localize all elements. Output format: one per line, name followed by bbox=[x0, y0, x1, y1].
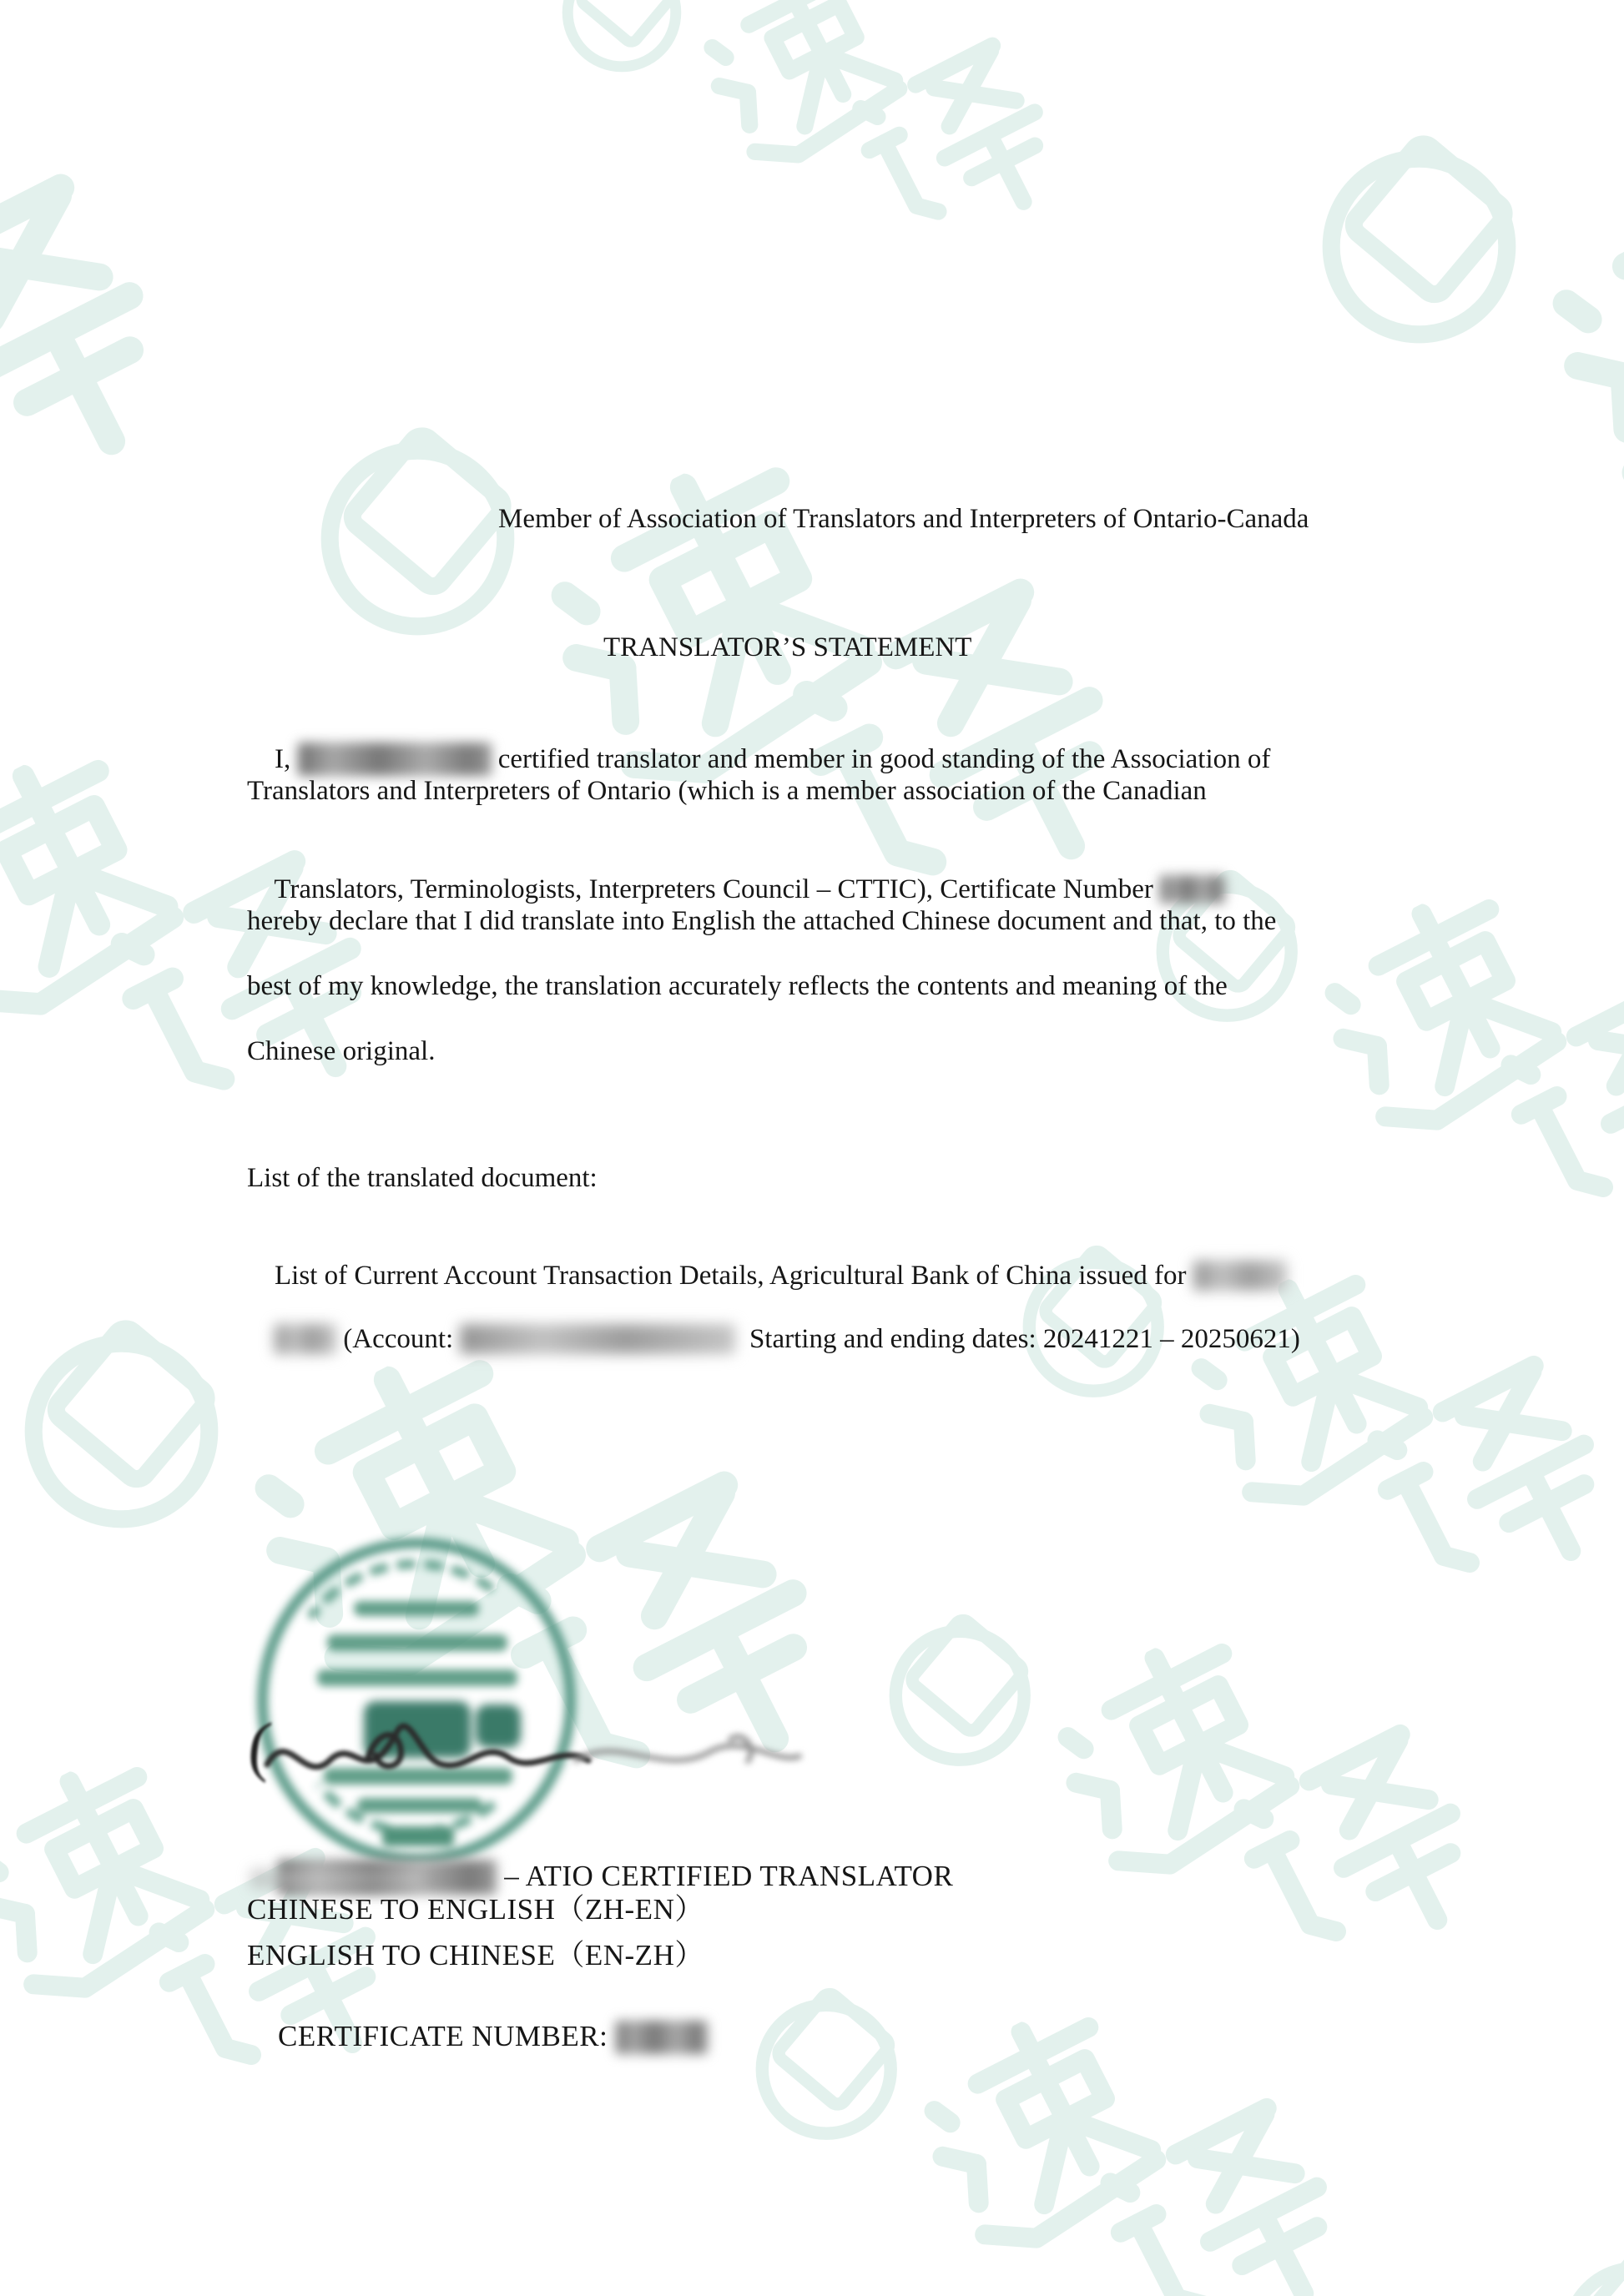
stamp-text-bar bbox=[327, 1634, 507, 1651]
watermark-logo-icon bbox=[532, 0, 712, 107]
text-segment: List of Current Account Transaction Details, Agricultural Bank of China issued for bbox=[275, 1260, 1193, 1291]
statement-line-4: hereby declare that I did translate into English the attached Chinese document and that, to the bbox=[247, 906, 1277, 936]
list-heading: List of the translated document: bbox=[247, 1163, 598, 1193]
text-segment: CERTIFICATE NUMBER: bbox=[278, 2020, 616, 2052]
statement-line-6: Chinese original. bbox=[247, 1036, 436, 1066]
watermark-logo-icon bbox=[0, 1285, 268, 1582]
statement-title: TRANSLATOR’S STATEMENT bbox=[603, 632, 972, 662]
watermark-logo-icon bbox=[1523, 2223, 1624, 2296]
redacted-certificate-number bbox=[1160, 875, 1225, 904]
watermark-logo-icon bbox=[271, 392, 564, 689]
watermark-glyph-yi bbox=[0, 141, 210, 553]
watermark-logo-icon bbox=[719, 1962, 934, 2181]
text-segment: (Account: bbox=[336, 1323, 461, 1354]
text-segment: Starting and ending dates: 20241221 – 20250621) bbox=[735, 1323, 1300, 1354]
watermark-logo-icon bbox=[853, 1589, 1067, 1807]
signature-paren-glyph: ( bbox=[245, 1708, 275, 1785]
text-segment: I, bbox=[275, 743, 298, 774]
signature-scribble bbox=[242, 1681, 826, 1823]
redacted-footer-certificate-number bbox=[616, 2021, 708, 2054]
statement-line-2: Translators and Interpreters of Ontario (which is a member association of the Canadian bbox=[247, 776, 1207, 806]
footer-line-4 bbox=[247, 1984, 708, 2091]
stamp-text-bar bbox=[354, 1601, 479, 1616]
membership-line: Member of Association of Translators and Interpreters of Ontario-Canada bbox=[498, 504, 1309, 534]
redacted-issued-for-name bbox=[1193, 1261, 1287, 1291]
text-segment: Translators, Terminologists, Interpreters Council – CTTIC), Certificate Number bbox=[274, 874, 1161, 904]
redacted-footer-secondary-name bbox=[250, 1869, 421, 1889]
list-item-line-2 bbox=[247, 1290, 1300, 1389]
watermark-logo-icon bbox=[1273, 100, 1566, 397]
statement-line-5: best of my knowledge, the translation accurately reflects the contents and meaning of the bbox=[247, 971, 1228, 1001]
redacted-account-holder-name bbox=[275, 1324, 336, 1354]
text-segment: – ATIO CERTIFIED TRANSLATOR bbox=[497, 1860, 954, 1892]
redacted-translator-name bbox=[298, 743, 492, 776]
text-segment: certified translator and member in good standing of the Association of bbox=[491, 743, 1271, 774]
footer-line-3: ENGLISH TO CHINESE（EN-ZH） bbox=[247, 1939, 704, 1971]
footer-line-2: CHINESE TO ENGLISH（ZH-EN） bbox=[247, 1893, 704, 1926]
redacted-account-number bbox=[460, 1324, 735, 1354]
